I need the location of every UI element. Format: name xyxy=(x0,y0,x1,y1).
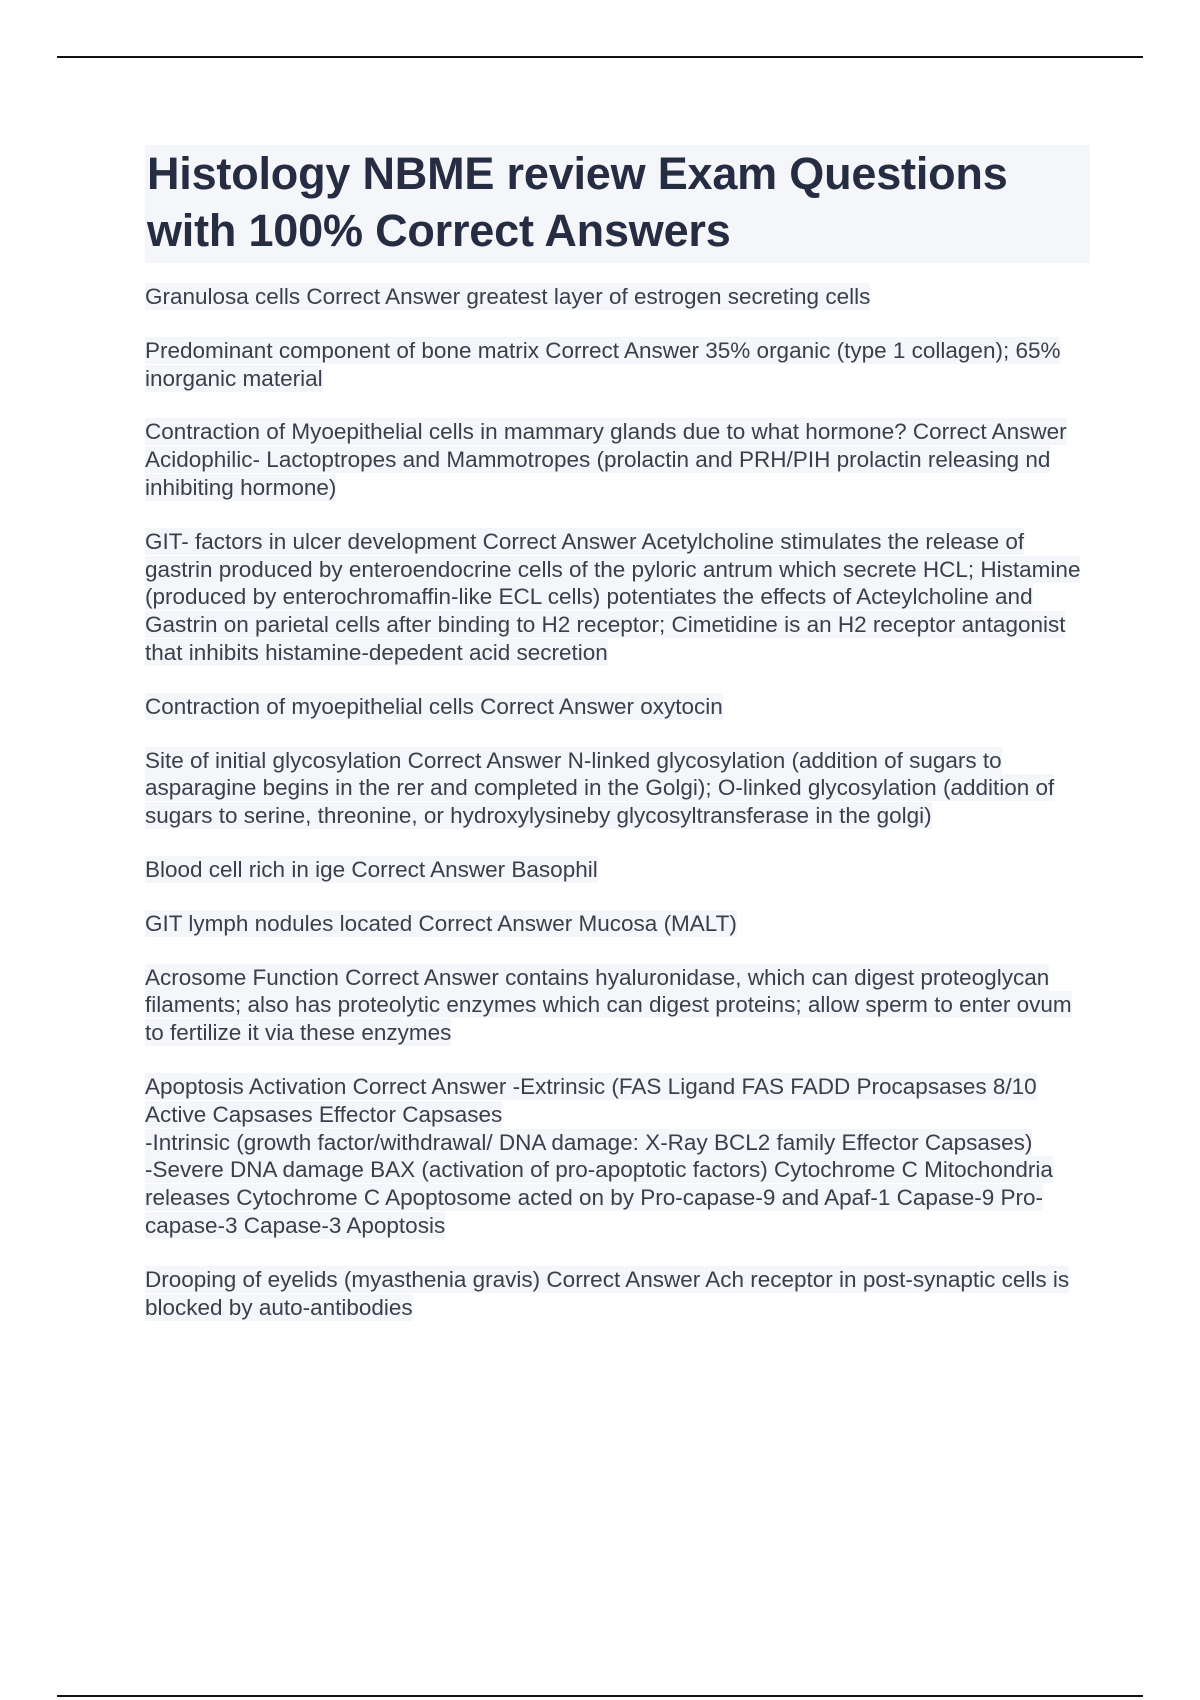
qa-item xyxy=(145,1073,1090,1240)
qa-item xyxy=(145,910,1090,938)
qa-item xyxy=(145,747,1090,830)
qa-text: Site of initial glycosylation Correct Answer N-linked glycosylation (addition of sugars to asparagine begins in the rer and completed in the Golgi); O-linked glycosylation (addition of sugars to serine, threonine, or hydroxylysineby glycosyltransferase in the golgi) xyxy=(145,747,1055,829)
document-title: Histology NBME review Exam Questions with 100% Correct Answers xyxy=(145,145,1090,263)
qa-item xyxy=(145,283,1090,311)
qa-text: Drooping of eyelids (myasthenia gravis) Correct Answer Ach receptor in post-synaptic cells is blocked by auto-antibodies xyxy=(145,1266,1070,1320)
qa-text: Contraction of myoepithelial cells Correct Answer oxytocin xyxy=(145,693,723,719)
qa-text: Predominant component of bone matrix Correct Answer 35% organic (type 1 collagen); 65% inorganic material xyxy=(145,337,1061,391)
qa-text: GIT lymph nodules located Correct Answer Mucosa (MALT) xyxy=(145,910,737,936)
qa-item xyxy=(145,337,1090,393)
qa-text: Acrosome Function Correct Answer contains hyaluronidase, which can digest proteoglycan filaments; also has proteolytic enzymes which can digest proteins; allow sperm to enter ovum to fertilize it via these enzymes xyxy=(145,964,1072,1046)
qa-text: Contraction of Myoepithelial cells in mammary glands due to what hormone? Correct Answer Acidophilic- Lactoptropes and Mammotropes (prolactin and PRH/PIH prolactin releasing nd inhibiting hormone) xyxy=(145,419,1067,500)
qa-text: Blood cell rich in ige Correct Answer Basophil xyxy=(145,856,598,882)
document-body xyxy=(145,145,1090,1347)
qa-item xyxy=(145,964,1090,1047)
qa-item xyxy=(145,856,1090,884)
qa-text: Apoptosis Activation Correct Answer -Extrinsic (FAS Ligand FAS FADD Procapsases 8/10 Active Capsases Effector Capsases -Intrinsic (growth factor/withdrawal/ DNA damage: X-Ray BCL2 family Effector Capsases) -Severe DNA damage BAX (activation of pro-apoptotic factors) Cytochrome C Mitochondria releases Cytochrome C Apoptosome acted on by Pro-capase-9 and Apaf-1 Capase-9 Pro-capase-3 Capase-3 Apoptosis xyxy=(145,1073,1053,1238)
bottom-rule xyxy=(57,1695,1143,1697)
top-rule xyxy=(57,56,1143,58)
qa-item xyxy=(145,418,1090,501)
qa-item xyxy=(145,1266,1090,1322)
qa-item xyxy=(145,528,1090,667)
qa-list xyxy=(145,283,1090,1321)
qa-text: GIT- factors in ulcer development Correct Answer Acetylcholine stimulates the release of gastrin produced by enteroendocrine cells of the pyloric antrum which secrete HCL; Histamine (produced by enterochromaffin-like ECL cells) potentiates the effects of Acteylcholine and Gastrin on parietal cells after binding to H2 receptor; Cimetidine is an H2 receptor antagonist that inhibits histamine-depedent acid secretion xyxy=(145,528,1081,665)
qa-item xyxy=(145,693,1090,721)
qa-text: Granulosa cells Correct Answer greatest layer of estrogen secreting cells xyxy=(145,284,871,309)
